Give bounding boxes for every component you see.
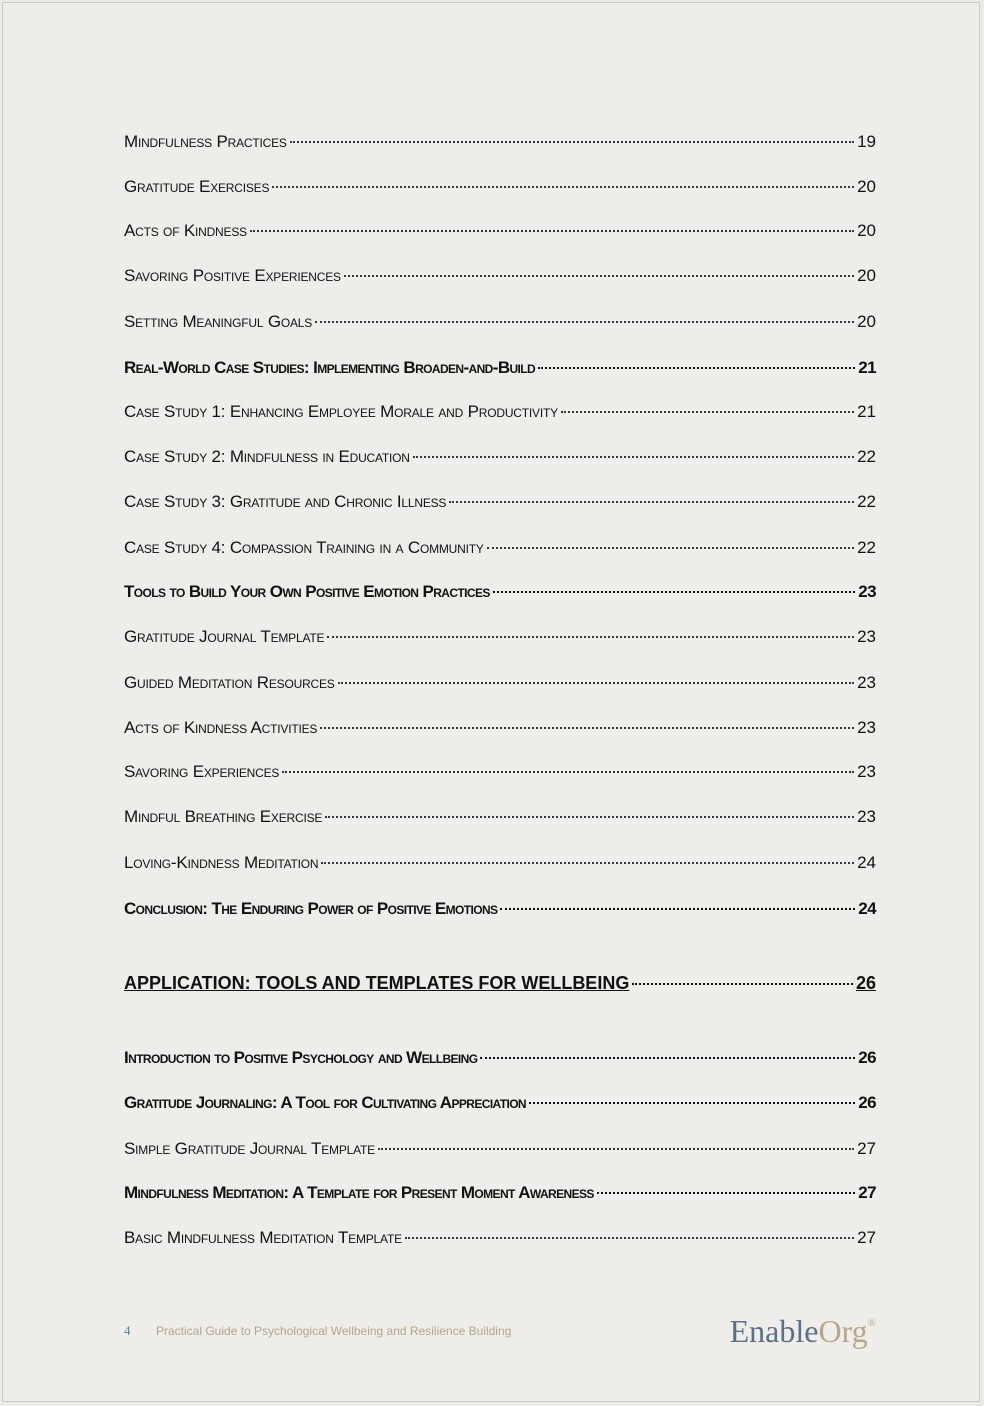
toc-entry-page: 24 <box>857 853 876 872</box>
toc-entry-page: 23 <box>857 762 876 781</box>
toc-entry-title: Real-World Case Studies: Implementing Broaden-and-Build <box>124 358 536 377</box>
toc-entry-title: Case Study 4: Compassion Training in a Community <box>124 538 484 557</box>
toc-leader-dots <box>480 1057 855 1059</box>
logo-secondary-text: Org <box>818 1313 868 1349</box>
toc-entry-page: 23 <box>857 807 876 826</box>
toc-entry-page: 24 <box>858 899 876 918</box>
toc-entry-page: 22 <box>857 492 876 511</box>
toc-entry[interactable] <box>124 672 876 694</box>
toc-entry-title: Basic Mindfulness Meditation Template <box>124 1228 402 1247</box>
toc-entry-title: Tools to Build Your Own Positive Emotion Practices <box>124 582 490 601</box>
toc-entry[interactable] <box>124 220 876 242</box>
toc-entry[interactable] <box>124 491 876 513</box>
toc-leader-dots <box>413 456 854 458</box>
toc-leader-dots <box>493 591 856 593</box>
toc-leader-dots <box>282 771 854 773</box>
toc-entry-title: Guided Meditation Resources <box>124 673 335 692</box>
toc-entry-page: 23 <box>857 627 876 646</box>
page-footer <box>124 1315 876 1355</box>
toc-entry-title: APPLICATION: TOOLS AND TEMPLATES FOR WELLBEING <box>124 973 630 993</box>
toc-entry-title: Setting Meaningful Goals <box>124 312 313 331</box>
toc-leader-dots <box>250 230 854 232</box>
toc-entry-page: 26 <box>858 1093 876 1112</box>
toc-entry-chapter[interactable] <box>124 972 876 994</box>
toc-leader-dots <box>378 1148 854 1150</box>
toc-leader-dots <box>344 275 854 277</box>
toc-entry[interactable] <box>124 311 876 333</box>
toc-entry-title: Savoring Positive Experiences <box>124 266 341 285</box>
toc-entry-page: 20 <box>857 221 876 240</box>
toc-entry[interactable] <box>124 852 876 874</box>
toc-entry-section[interactable] <box>124 581 876 603</box>
toc-entry-title: Gratitude Journal Template <box>124 627 325 646</box>
toc-leader-dots <box>500 908 855 910</box>
toc-leader-dots <box>405 1237 854 1239</box>
toc-leader-dots <box>632 983 853 985</box>
toc-entry[interactable] <box>124 176 876 198</box>
enableorg-logo <box>730 1313 876 1350</box>
toc-entry-title: Mindful Breathing Exercise <box>124 807 323 826</box>
toc-entry-title: Mindfulness Practices <box>124 132 287 151</box>
toc-entry-title: Introduction to Positive Psychology and Wellbeing <box>124 1048 478 1067</box>
toc-entry[interactable] <box>124 761 876 783</box>
toc-entry-title: Case Study 3: Gratitude and Chronic Illness <box>124 492 447 511</box>
toc-entry-page: 20 <box>857 266 876 285</box>
toc-entry[interactable] <box>124 265 876 287</box>
toc-leader-dots <box>290 141 854 143</box>
toc-entry[interactable] <box>124 1138 876 1160</box>
toc-entry-page: 21 <box>858 358 876 377</box>
toc-entry[interactable] <box>124 626 876 648</box>
toc-entry-title: Savoring Experiences <box>124 762 280 781</box>
toc-entry[interactable] <box>124 537 876 559</box>
toc-leader-dots <box>449 501 854 503</box>
toc-entry-title: Case Study 2: Mindfulness in Education <box>124 447 410 466</box>
toc-entry[interactable] <box>124 1227 876 1249</box>
toc-entry-page: 26 <box>855 973 876 993</box>
toc-leader-dots <box>325 816 854 818</box>
toc-entry[interactable] <box>124 401 876 423</box>
toc-entry-section[interactable] <box>124 357 876 379</box>
toc-entry-page: 27 <box>858 1183 876 1202</box>
toc-entry-page: 20 <box>857 312 876 331</box>
toc-entry-title: Gratitude Journaling: A Tool for Cultivating Appreciation <box>124 1093 527 1112</box>
toc-entry-page: 23 <box>857 718 876 737</box>
toc-entry-title: Case Study 1: Enhancing Employee Morale and Productivity <box>124 402 558 421</box>
toc-entry-title: Acts of Kindness <box>124 221 247 240</box>
toc-entry[interactable] <box>124 806 876 828</box>
toc-leader-dots <box>561 411 854 413</box>
toc-entry-page: 20 <box>857 177 876 196</box>
toc-entry-page: 22 <box>857 447 876 466</box>
toc-entry[interactable] <box>124 131 876 153</box>
toc-leader-dots <box>487 547 854 549</box>
toc-entry-section[interactable] <box>124 1047 876 1069</box>
toc-entry-page: 19 <box>857 132 876 151</box>
toc-entry-section[interactable] <box>124 1092 876 1114</box>
toc-leader-dots <box>538 367 855 369</box>
toc-leader-dots <box>327 636 854 638</box>
logo-primary-text: Enable <box>729 1313 819 1349</box>
toc-entry-page: 26 <box>858 1048 876 1067</box>
toc-entry-page: 23 <box>858 582 876 601</box>
toc-entry[interactable] <box>124 446 876 468</box>
toc-leader-dots <box>320 727 854 729</box>
toc-leader-dots <box>315 321 854 323</box>
toc-entry-title: Gratitude Exercises <box>124 177 270 196</box>
toc-entry-title: Simple Gratitude Journal Template <box>124 1139 375 1158</box>
toc-entry-section[interactable] <box>124 898 876 920</box>
toc-entry-title: Loving-Kindness Meditation <box>124 853 319 872</box>
toc-entry-page: 21 <box>857 402 876 421</box>
toc-entry-page: 27 <box>857 1139 876 1158</box>
toc-entry-title: Conclusion: The Enduring Power of Positive Emotions <box>124 899 498 918</box>
document-page <box>2 2 980 1402</box>
page-number: 4 <box>124 1323 131 1338</box>
toc-entry-page: 22 <box>857 538 876 557</box>
toc-leader-dots <box>597 1192 855 1194</box>
toc-leader-dots <box>321 862 854 864</box>
toc-entry-page: 23 <box>857 673 876 692</box>
toc-entry[interactable] <box>124 717 876 739</box>
toc-leader-dots <box>272 186 854 188</box>
toc-entry-section[interactable] <box>124 1182 876 1204</box>
registered-mark: ® <box>867 1317 876 1329</box>
footer-document-title: Practical Guide to Psychological Wellbeing and Resilience Building <box>156 1324 512 1338</box>
toc-leader-dots <box>338 682 854 684</box>
toc-entry-title: Mindfulness Meditation: A Template for Present Moment Awareness <box>124 1183 594 1202</box>
toc-entry-title: Acts of Kindness Activities <box>124 718 318 737</box>
toc-leader-dots <box>529 1102 855 1104</box>
toc-entry-page: 27 <box>857 1228 876 1247</box>
